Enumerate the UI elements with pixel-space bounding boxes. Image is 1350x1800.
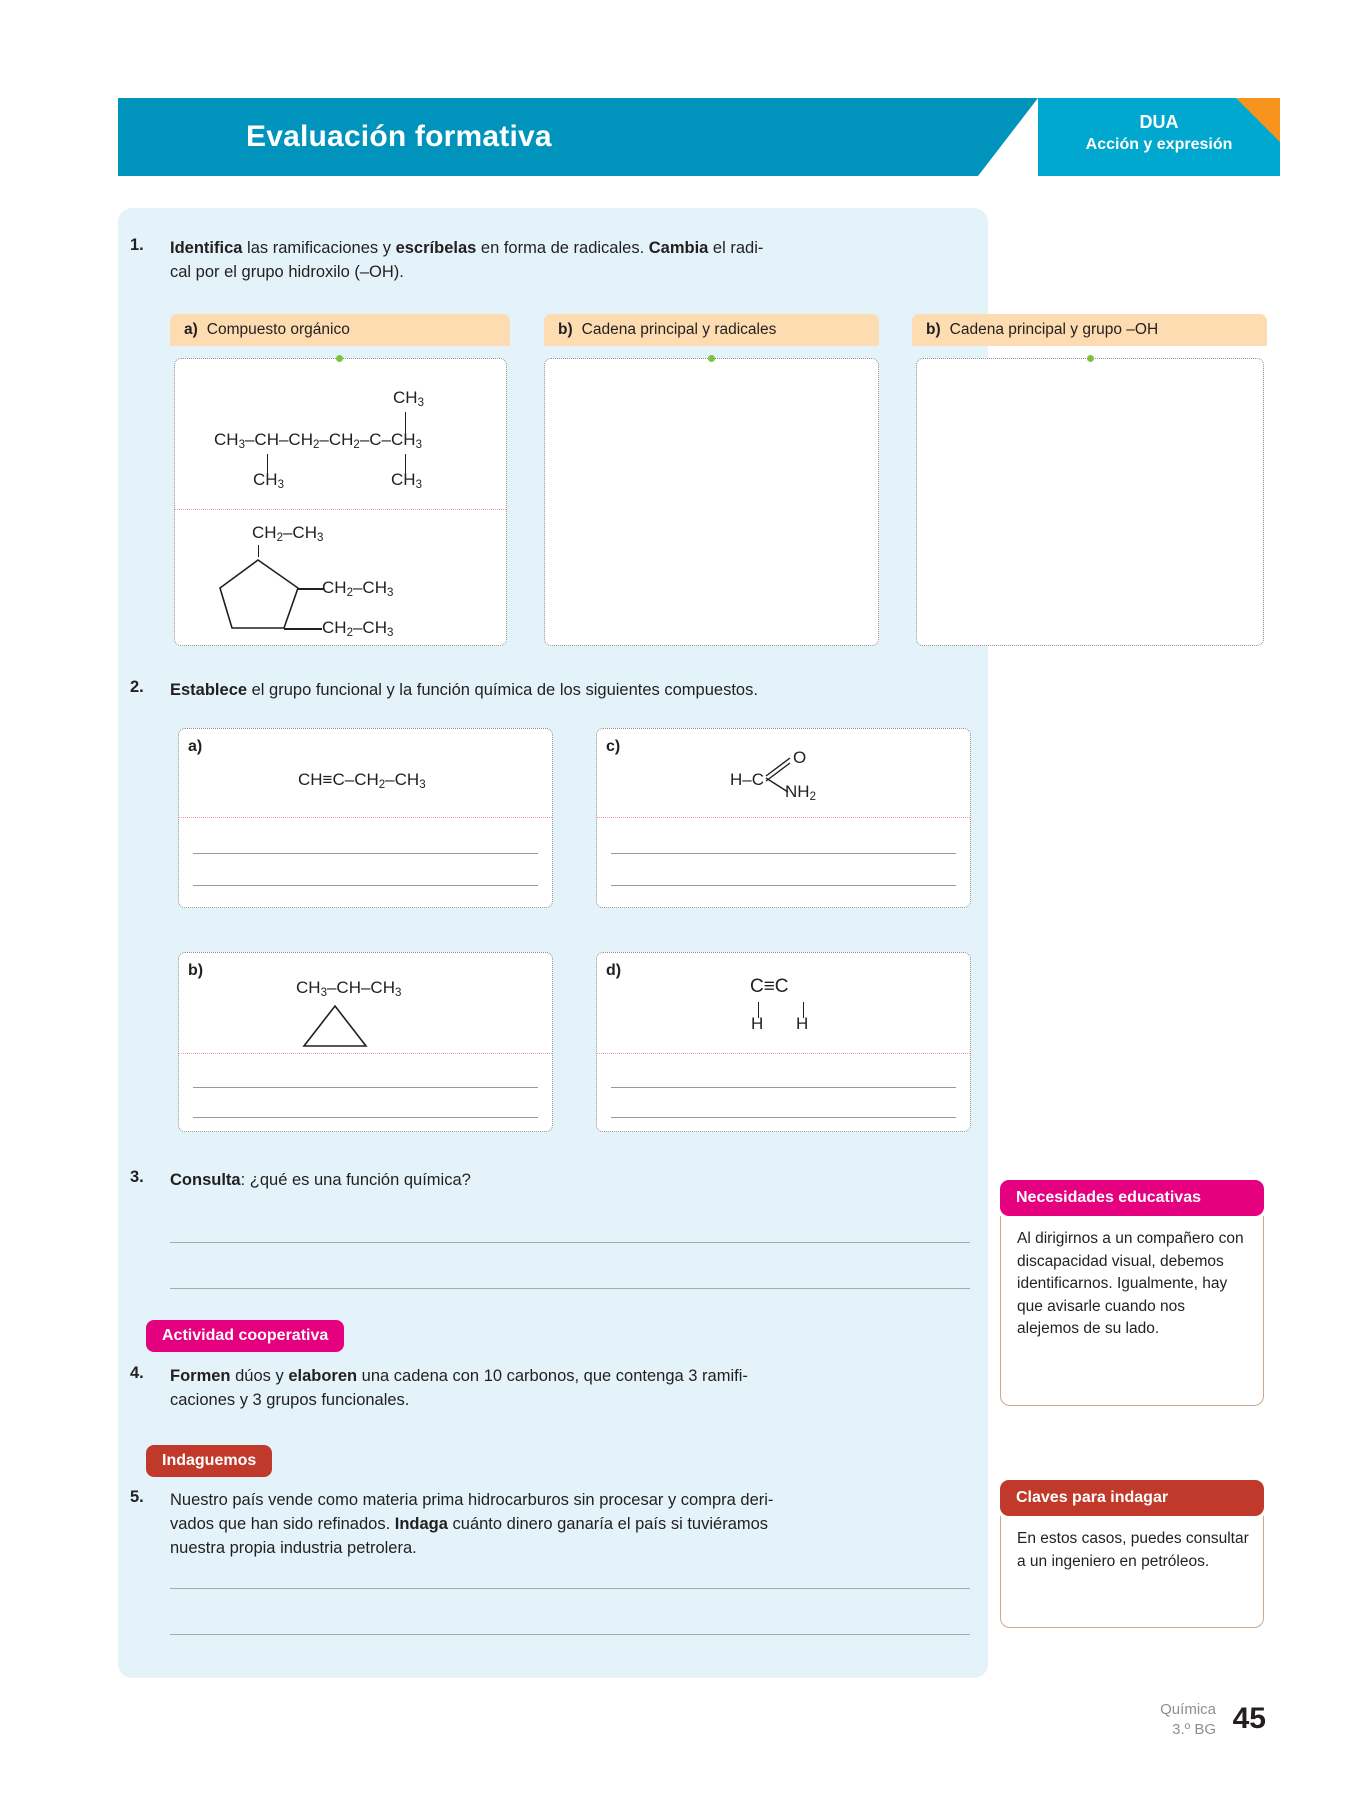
exercise-5-text-1: Nuestro país vende como materia prima hidrocarburos sin procesar y compra deri-: [170, 1491, 774, 1509]
pill-actividad-cooperativa: Actividad cooperativa: [146, 1320, 344, 1352]
page-header: [118, 98, 1280, 176]
column-tab-b2: [912, 314, 1267, 346]
exercise-5-text-3: cuánto dinero ganaría el país si tuviéramos: [447, 1515, 769, 1533]
answer-line-5b[interactable]: [170, 1634, 970, 1635]
footer-subject-block: [1160, 1700, 1216, 1740]
column-tab-a-label: Compuesto orgánico: [206, 321, 350, 338]
formula-2d-h-right: H: [796, 1014, 809, 1033]
exercise-1-text: [170, 236, 980, 284]
exercise-5-text-2: vados que han sido refinados.: [170, 1515, 395, 1533]
exercise-3-text: [170, 1168, 960, 1192]
bond-ring-top: [258, 545, 259, 557]
footer-grade: 3.º BG: [1172, 1721, 1216, 1738]
exercise-3-number: 3.: [130, 1168, 144, 1186]
exercise-4-text-2: una cadena con 10 carbonos, que contenga 3 ramifi-: [357, 1367, 748, 1385]
answer-box-2b-letter: b): [188, 962, 204, 979]
formula-1-lower-left-ch3: $CH_3$: [253, 470, 284, 491]
exercise-4-text-3: caciones y 3 grupos funcionales.: [170, 1391, 410, 1409]
exercise-1-lead: Identifica: [170, 239, 243, 257]
callout-1-body: Al dirigirnos a un compañero con discapacidad visual, debemos identificarnos. Igualmente, hay que avisarle cuando nos alejemos de su lado.: [1000, 1216, 1264, 1406]
formula-1-lower-right-ch3: $CH_3$: [391, 470, 422, 491]
answer-box-2a-letter: a): [188, 738, 203, 755]
exercise-5-text: [170, 1488, 975, 1560]
marker-dot-b2: [1087, 355, 1094, 362]
exercise-3-lead: Consulta: [170, 1171, 241, 1189]
formula-2a: $CH\equiv C-CH_2-CH_3$: [298, 770, 426, 791]
formula-2c-bonds: [764, 752, 798, 796]
answer-line-3b[interactable]: [170, 1288, 970, 1289]
column-tab-a-letter: a): [184, 321, 198, 338]
formula-1-main-chain: $CH_3-CH-CH_2-CH_2-C-CH_3$: [214, 430, 422, 451]
exercise-5-lead: Indaga: [394, 1515, 448, 1533]
column-tab-a: [170, 314, 510, 346]
exercise-2-lead: Establece: [170, 681, 248, 699]
exercise-2-number: 2.: [130, 678, 144, 696]
formula-2-top-ethyl: $CH_2-CH_3$: [252, 523, 324, 544]
exercise-4-lead: Formen: [170, 1367, 231, 1385]
column-tab-b2-letter: b): [926, 321, 941, 338]
footer-page-number: 45: [1232, 1702, 1266, 1735]
formula-2-right-ethyl-1: $CH_2-CH_3$: [322, 578, 394, 599]
callout-2-body: En estos casos, puedes consultar a un ingeniero en petróleos.: [1000, 1516, 1264, 1628]
exercise-3-body: : ¿qué es una función química?: [240, 1171, 471, 1189]
column-tab-b1-label: Cadena principal y radicales: [581, 321, 777, 338]
exercise-1-number: 1.: [130, 236, 144, 254]
formula-2c-hc: H–C: [730, 770, 765, 789]
exercise-4-lead2: elaboren: [288, 1367, 358, 1385]
formula-2b: $CH_3-CH-CH_3$: [296, 978, 402, 999]
formula-2d-cc: C≡C: [750, 976, 789, 997]
exercise-1-text-1: las ramificaciones y: [242, 239, 396, 257]
formula-2c-nh2: $NH_2$: [785, 782, 816, 803]
cyclopropane-ring: [300, 1002, 370, 1050]
answer-line-3a[interactable]: [170, 1242, 970, 1243]
footer-subject: Química: [1160, 1701, 1216, 1718]
dua-subtitle: Acción y expresión: [1085, 136, 1233, 153]
formula-2c-o: O: [793, 748, 807, 767]
page-title: Evaluación formativa: [246, 120, 552, 153]
formula-2-right-ethyl-2: $CH_2-CH_3$: [322, 618, 394, 639]
cyclopentane-ring: [218, 552, 328, 632]
column-tab-b2-label: Cadena principal y grupo –OH: [949, 321, 1159, 338]
header-corner-accent: [1236, 98, 1280, 142]
column-tab-b1-letter: b): [558, 321, 573, 338]
answer-box-2d-letter: d): [606, 962, 622, 979]
dua-title: DUA: [1139, 112, 1179, 132]
exercise-2-body: el grupo funcional y la función química de los siguientes compuestos.: [247, 681, 758, 699]
marker-dot-b1: [708, 355, 715, 362]
column-tab-b1: [544, 314, 879, 346]
formula-1-upper-ch3: $CH_3$: [393, 388, 424, 409]
callout-2-title: Claves para indagar: [1000, 1480, 1264, 1516]
exercise-5-number: 5.: [130, 1488, 144, 1506]
exercise-1-lead3: Cambia: [648, 239, 709, 257]
formula-2d-h-left: H: [751, 1014, 764, 1033]
exercise-2-text: [170, 678, 980, 702]
exercise-1-text-2: en forma de radicales.: [476, 239, 649, 257]
answer-box-hydroxyl[interactable]: [916, 358, 1264, 646]
bond-ring-right-lower: [284, 628, 322, 630]
pill-indaguemos: Indaguemos: [146, 1445, 272, 1477]
exercise-1-text-4: cal por el grupo hidroxilo (–OH).: [170, 263, 404, 281]
marker-dot-a: [336, 355, 343, 362]
answer-box-main-chain[interactable]: [544, 358, 879, 646]
exercise-4-text: [170, 1364, 975, 1412]
exercise-4-number: 4.: [130, 1364, 144, 1382]
header-banner-right: [1038, 98, 1280, 176]
exercise-5-text-4: nuestra propia industria petrolera.: [170, 1539, 417, 1557]
answer-box-2c-letter: c): [606, 738, 621, 755]
bond-ring-right-upper: [298, 588, 324, 590]
answer-box-2a[interactable]: [178, 728, 553, 908]
exercise-1-lead2: escríbelas: [395, 239, 477, 257]
answer-line-5a[interactable]: [170, 1588, 970, 1589]
callout-1-title: Necesidades educativas: [1000, 1180, 1264, 1216]
exercise-4-text-1: dúos y: [230, 1367, 289, 1385]
exercise-1-text-3: el radi-: [708, 239, 764, 257]
header-banner-wedge: [978, 98, 1038, 176]
